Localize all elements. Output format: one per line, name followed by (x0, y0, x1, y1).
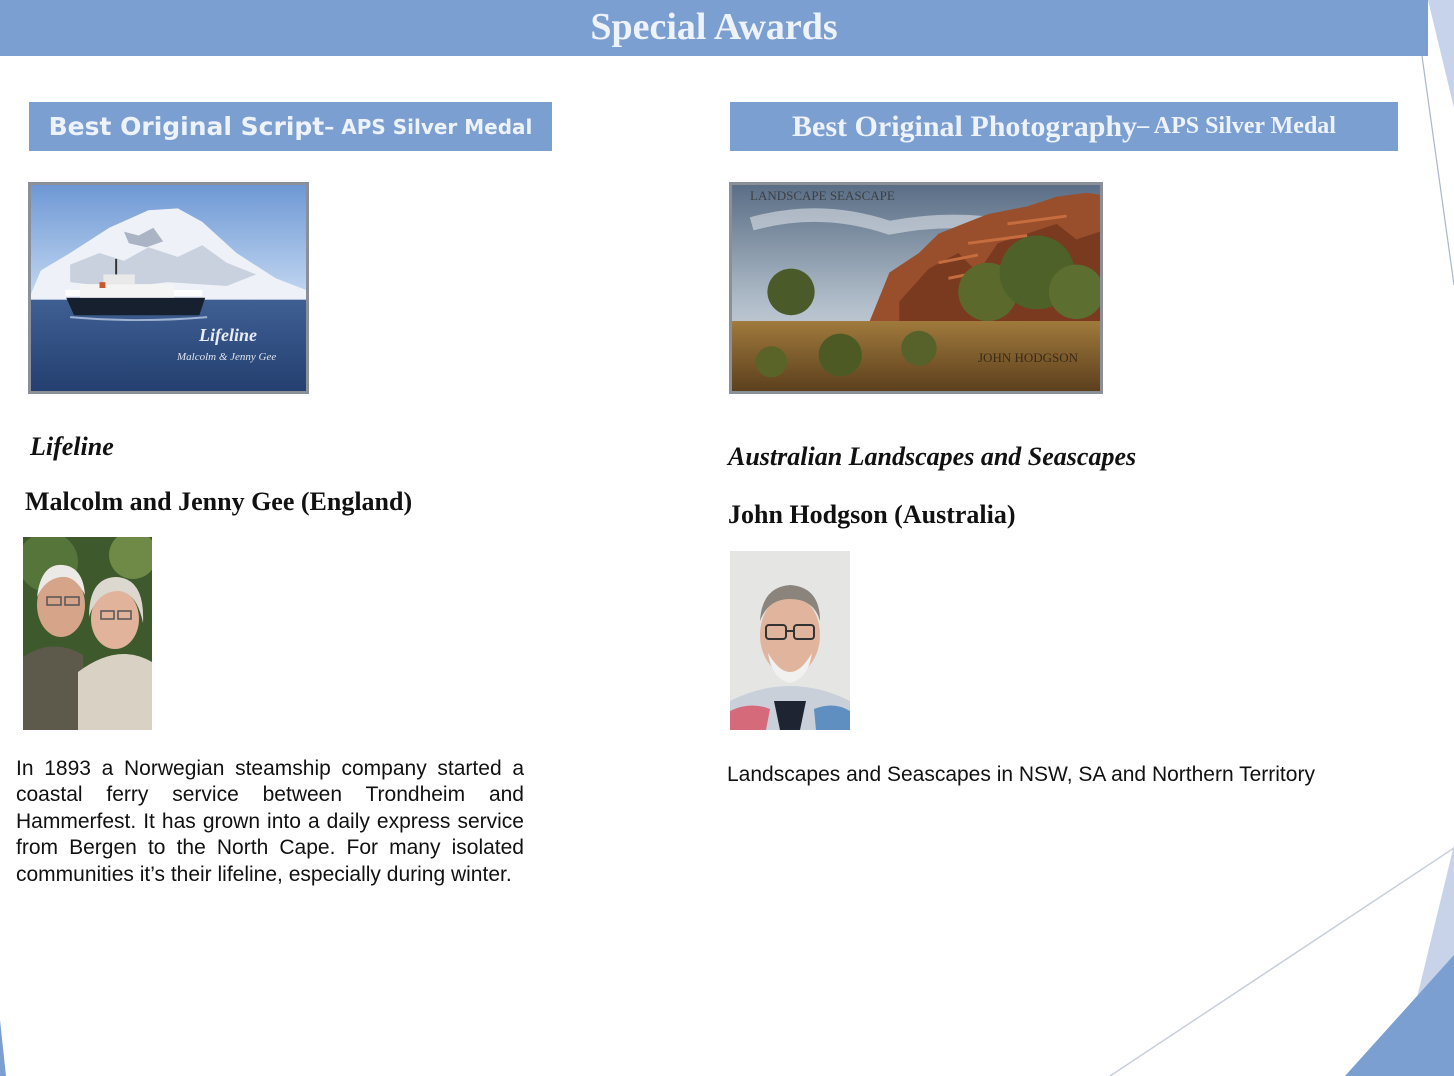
award-description: Landscapes and Seascapes in NSW, SA and Northern Territory (727, 763, 1315, 786)
thumbnail-credit: JOHN HODGSON (978, 350, 1079, 365)
author-photo (23, 537, 152, 730)
author-photo (730, 551, 850, 730)
page-title: Special Awards (590, 6, 838, 48)
work-title: Australian Landscapes and Seascapes (728, 442, 1137, 471)
award-header-photography (730, 102, 1398, 151)
award-description: In 1893 a Norwegian steamship company started a coastal ferry service between Trondheim and Hammerfest. It has grown into a daily express service from Bergen to the North Cape. For many isolated communities it’s their lifeline, especially during winter. (16, 757, 524, 886)
thumbnail-credit: Malcolm & Jenny Gee (177, 351, 277, 363)
title-banner (0, 0, 1428, 56)
work-title: Lifeline (30, 432, 114, 461)
award-category: Best Original Photography (792, 109, 1138, 143)
award-medal: – APS Silver Medal (324, 114, 533, 139)
thumbnail-title: Lifeline (199, 325, 257, 345)
author-name: Malcolm and Jenny Gee (England) (25, 487, 413, 516)
thumbnail-title: LANDSCAPE SEASCAPE (750, 188, 895, 203)
author-name: John Hodgson (Australia) (728, 500, 1016, 529)
landscape-thumbnail (729, 182, 1103, 394)
award-medal: – APS Silver Medal (1137, 113, 1336, 139)
lifeline-thumbnail (28, 182, 309, 394)
award-header-script (29, 102, 552, 151)
award-category: Best Original Script (48, 112, 325, 141)
